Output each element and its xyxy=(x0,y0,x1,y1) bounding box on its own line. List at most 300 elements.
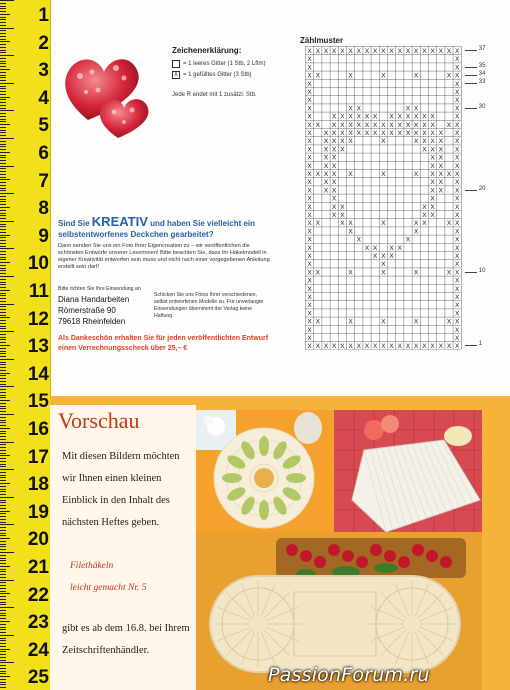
svg-text:X: X xyxy=(332,171,337,178)
promo-side-note: Schicken Sie uns Fotos Ihrer verschiedenen, selbst entworfenen Modelle zu. Für unverlangte Einsendungen übernimmt der Verlag keine Haftung. xyxy=(154,292,264,319)
svg-text:X: X xyxy=(422,113,427,121)
ruler-tick xyxy=(0,563,6,564)
ruler-tick xyxy=(0,425,6,426)
svg-text:X: X xyxy=(307,138,312,146)
ruler-tick xyxy=(0,221,14,222)
ruler-tick xyxy=(0,519,6,520)
svg-text:X: X xyxy=(430,113,435,121)
svg-text:X: X xyxy=(397,343,402,351)
svg-text:X: X xyxy=(364,343,370,351)
svg-text:X: X xyxy=(438,48,443,55)
svg-text:X: X xyxy=(446,318,452,326)
ruler-tick xyxy=(0,455,10,456)
ruler-tick xyxy=(0,188,6,189)
svg-text:X: X xyxy=(307,203,312,211)
ruler-tick xyxy=(0,273,6,274)
ruler-tick xyxy=(0,265,6,266)
svg-text:X: X xyxy=(446,269,452,277)
filled-mesh-symbol: X xyxy=(173,72,178,78)
ruler-tick xyxy=(0,132,6,133)
svg-text:X: X xyxy=(348,113,353,121)
ruler-number: 19 xyxy=(27,501,49,523)
svg-text:X: X xyxy=(455,105,460,113)
svg-text:X: X xyxy=(340,203,345,211)
ruler-tick xyxy=(0,331,14,332)
ruler-tick xyxy=(0,66,6,67)
svg-text:X: X xyxy=(455,220,460,228)
ruler-tick xyxy=(0,152,10,153)
svg-text:X: X xyxy=(455,179,460,187)
svg-text:X: X xyxy=(455,146,460,154)
svg-text:X: X xyxy=(373,244,378,252)
svg-text:X: X xyxy=(340,130,345,137)
ruler-tick xyxy=(0,524,14,525)
ruler-number: 4 xyxy=(38,87,49,109)
ruler-tick xyxy=(0,489,6,490)
svg-text:X: X xyxy=(307,130,312,137)
svg-text:X: X xyxy=(307,105,312,113)
svg-text:X: X xyxy=(414,343,419,351)
ruler-tick xyxy=(0,342,6,343)
ruler-tick xyxy=(0,91,6,92)
release-date-text: gibt es ab dem 16.8. bei Ihrem Zeitschriftenhändler. xyxy=(62,623,190,656)
preview-intro: Mit diesen Bildern möchten wir Ihnen einen kleinen Einblick in den Inhalt des nächsten Heftes geben. xyxy=(62,451,180,528)
svg-text:X: X xyxy=(455,89,460,96)
ruler-tick xyxy=(0,224,6,225)
legend-empty-label: = 1 leeres Gitter (1 Stb, 2 Lftm) xyxy=(183,61,266,67)
svg-text:X: X xyxy=(307,302,312,310)
ruler-tick xyxy=(0,549,6,550)
ruler-tick xyxy=(0,22,6,23)
ruler-tick xyxy=(0,102,6,103)
ruler-tick xyxy=(0,397,6,398)
ruler-tick xyxy=(0,651,6,652)
svg-text:X: X xyxy=(414,121,419,129)
ruler-tick xyxy=(0,389,6,390)
ruler-tick xyxy=(0,63,6,64)
svg-text:X: X xyxy=(455,302,460,310)
ruler-tick xyxy=(0,386,14,387)
svg-text:X: X xyxy=(340,113,345,121)
ruler-tick xyxy=(0,270,6,271)
ruler-tick xyxy=(0,39,6,40)
ruler-tick xyxy=(0,571,6,572)
ruler-tick xyxy=(0,287,6,288)
ruler-tick xyxy=(0,0,14,1)
svg-text:X: X xyxy=(307,212,312,219)
ruler-tick xyxy=(0,442,14,443)
svg-text:X: X xyxy=(332,48,337,55)
svg-text:X: X xyxy=(307,318,312,326)
svg-text:X: X xyxy=(332,187,337,195)
ruler-tick xyxy=(0,392,6,393)
ruler-tick xyxy=(0,353,6,354)
svg-text:X: X xyxy=(348,72,353,80)
ruler-tick xyxy=(0,138,14,139)
row-label: 30 xyxy=(478,103,486,110)
ruler-tick xyxy=(0,417,6,418)
ruler-tick xyxy=(0,530,6,531)
svg-text:X: X xyxy=(381,138,386,146)
svg-text:X: X xyxy=(332,212,337,219)
svg-text:X: X xyxy=(315,343,320,351)
ruler-tick xyxy=(0,306,6,307)
svg-text:X: X xyxy=(446,72,452,80)
svg-text:X: X xyxy=(405,236,411,244)
svg-text:X: X xyxy=(414,105,419,113)
svg-text:X: X xyxy=(414,138,419,146)
ruler-tick xyxy=(0,395,6,396)
svg-text:X: X xyxy=(438,154,443,162)
svg-text:X: X xyxy=(307,48,312,55)
svg-text:X: X xyxy=(340,343,345,351)
svg-text:X: X xyxy=(348,171,353,178)
svg-text:X: X xyxy=(356,130,361,137)
svg-text:X: X xyxy=(340,220,345,228)
ruler-tick xyxy=(0,317,10,318)
ruler-number: 15 xyxy=(27,391,49,413)
svg-text:X: X xyxy=(307,253,312,260)
ruler-tick xyxy=(0,127,6,128)
svg-text:X: X xyxy=(438,162,443,170)
svg-text:X: X xyxy=(348,138,353,146)
svg-text:X: X xyxy=(315,171,320,178)
ruler-tick xyxy=(0,593,10,594)
svg-text:X: X xyxy=(422,212,427,219)
svg-text:X: X xyxy=(332,343,337,351)
ruler-tick xyxy=(0,439,6,440)
svg-text:X: X xyxy=(307,236,312,244)
ruler-tick xyxy=(0,660,6,661)
svg-text:X: X xyxy=(381,130,386,137)
svg-text:X: X xyxy=(307,195,312,203)
row-label-tick xyxy=(465,75,477,76)
svg-text:X: X xyxy=(323,154,329,162)
ruler-tick xyxy=(0,480,6,481)
svg-text:X: X xyxy=(430,138,435,146)
ruler-tick xyxy=(0,41,10,42)
ruler-tick xyxy=(0,544,6,545)
svg-text:X: X xyxy=(381,121,386,129)
ruler-tick xyxy=(0,569,6,570)
ruler-tick xyxy=(0,248,14,249)
svg-text:X: X xyxy=(397,113,402,121)
svg-text:X: X xyxy=(430,179,435,187)
svg-text:X: X xyxy=(307,294,312,301)
ruler-tick xyxy=(0,99,6,100)
ruler-tick xyxy=(0,668,6,669)
svg-text:X: X xyxy=(446,48,452,55)
ruler-tick xyxy=(0,453,6,454)
ruler-tick xyxy=(0,433,6,434)
ruler-tick xyxy=(0,61,6,62)
svg-text:X: X xyxy=(307,146,312,154)
svg-text:X: X xyxy=(307,187,312,195)
ruler-number: 10 xyxy=(27,253,49,275)
svg-text:X: X xyxy=(389,343,394,351)
ruler-tick xyxy=(0,19,6,20)
svg-text:X: X xyxy=(405,105,411,113)
ruler-tick xyxy=(0,566,10,567)
ruler-tick xyxy=(0,77,6,78)
ruler-tick xyxy=(0,574,6,575)
svg-text:X: X xyxy=(455,121,460,129)
svg-text:X: X xyxy=(389,113,394,121)
svg-text:X: X xyxy=(397,48,402,55)
ruler-number: 8 xyxy=(38,198,49,220)
svg-text:X: X xyxy=(307,343,312,351)
promo-heading: Sind Sie KREATIV und haben Sie vielleicht ein selbstentworfenes Deckchen gearbeitet? xyxy=(58,214,256,239)
ruler-tick xyxy=(0,293,6,294)
ruler-tick xyxy=(0,36,6,37)
svg-text:X: X xyxy=(348,105,353,113)
svg-text:X: X xyxy=(307,97,312,105)
ruler-tick xyxy=(0,226,6,227)
svg-text:X: X xyxy=(397,130,402,137)
ruler-tick xyxy=(0,174,6,175)
ruler-tick xyxy=(0,632,6,633)
ruler-number: 16 xyxy=(27,419,49,440)
legend-note: Jede R endet mit 1 zusätzl. Stb. xyxy=(172,92,257,98)
ruler-tick xyxy=(0,511,10,512)
ruler-tick xyxy=(0,25,6,26)
svg-text:X: X xyxy=(430,212,435,219)
svg-text:X: X xyxy=(430,48,435,55)
svg-text:X: X xyxy=(307,261,312,269)
ruler-tick xyxy=(0,124,10,125)
ruler-tick xyxy=(0,72,6,73)
svg-text:X: X xyxy=(455,326,460,334)
ruler-tick xyxy=(0,486,6,487)
ruler-tick xyxy=(0,144,6,145)
round-doily-photo xyxy=(196,410,334,532)
svg-text:X: X xyxy=(307,89,312,96)
promo-block xyxy=(58,216,270,366)
svg-text:X: X xyxy=(381,261,386,269)
svg-text:X: X xyxy=(332,138,337,146)
svg-text:X: X xyxy=(389,121,394,129)
svg-text:X: X xyxy=(430,162,435,170)
ruler-tick xyxy=(0,591,6,592)
ruler-tick xyxy=(0,157,6,158)
svg-text:X: X xyxy=(332,203,337,211)
ruler-tick xyxy=(0,627,6,628)
svg-text:X: X xyxy=(455,195,460,203)
svg-text:X: X xyxy=(323,146,329,154)
svg-text:X: X xyxy=(414,130,419,137)
svg-text:X: X xyxy=(307,72,312,80)
svg-text:X: X xyxy=(315,121,320,129)
ruler-tick xyxy=(0,88,6,89)
ruler-tick xyxy=(0,110,14,111)
svg-text:X: X xyxy=(455,244,460,252)
svg-text:X: X xyxy=(315,220,320,228)
row-label: 10 xyxy=(478,267,486,274)
ruler-tick xyxy=(0,11,6,12)
svg-text:X: X xyxy=(430,171,435,178)
ruler-tick xyxy=(0,215,6,216)
svg-text:X: X xyxy=(455,261,460,269)
svg-text:X: X xyxy=(455,228,460,236)
ruler-tick xyxy=(0,657,6,658)
ruler-tick xyxy=(0,538,10,539)
ruler-tick xyxy=(0,52,6,53)
ruler-tick xyxy=(0,682,6,683)
svg-text:X: X xyxy=(307,162,312,170)
svg-text:X: X xyxy=(381,72,386,80)
svg-text:X: X xyxy=(430,121,435,129)
ruler-number: 2 xyxy=(38,32,49,54)
ruler-tick xyxy=(0,654,6,655)
svg-text:X: X xyxy=(455,187,460,195)
ruler-tick xyxy=(0,149,6,150)
svg-text:X: X xyxy=(332,162,337,170)
crochet-hearts-image xyxy=(58,42,158,142)
svg-text:X: X xyxy=(381,343,386,351)
svg-text:X: X xyxy=(323,187,329,195)
ruler-tick xyxy=(0,629,6,630)
ruler-tick xyxy=(0,334,6,335)
svg-text:X: X xyxy=(455,80,460,88)
svg-text:X: X xyxy=(455,162,460,170)
ruler-tick xyxy=(0,436,6,437)
svg-text:X: X xyxy=(323,179,329,187)
svg-text:X: X xyxy=(414,72,419,80)
svg-text:X: X xyxy=(332,146,337,154)
ruler-tick xyxy=(0,450,6,451)
ruler-tick xyxy=(0,259,6,260)
ruler-tick xyxy=(0,201,6,202)
ruler-tick xyxy=(0,621,10,622)
ruler-tick xyxy=(0,494,6,495)
svg-text:X: X xyxy=(430,343,435,351)
ruler-tick xyxy=(0,420,6,421)
ruler-tick xyxy=(0,671,6,672)
ruler-tick xyxy=(0,466,6,467)
ruler-tick xyxy=(0,662,14,663)
svg-text:X: X xyxy=(397,121,402,129)
ruler-tick xyxy=(0,50,6,51)
ruler-number: 12 xyxy=(27,308,49,330)
ruler-tick xyxy=(0,290,10,291)
svg-text:X: X xyxy=(455,130,460,137)
ruler-tick xyxy=(0,113,6,114)
ruler-tick xyxy=(0,414,14,415)
ruler-tick xyxy=(0,428,10,429)
svg-text:X: X xyxy=(340,121,345,129)
row-label: 37 xyxy=(478,46,486,53)
ruler-tick xyxy=(0,535,6,536)
ruler-tick xyxy=(0,475,6,476)
svg-text:X: X xyxy=(405,48,411,55)
svg-text:X: X xyxy=(332,154,337,162)
ruler-tick xyxy=(0,403,6,404)
svg-text:X: X xyxy=(381,269,386,277)
svg-text:X: X xyxy=(356,105,361,113)
row-label: 34 xyxy=(478,70,486,77)
ruler-number: 1 xyxy=(38,5,49,26)
svg-text:X: X xyxy=(405,113,411,121)
svg-text:X: X xyxy=(307,113,312,121)
svg-text:X: X xyxy=(414,48,419,55)
ruler-number: 20 xyxy=(27,529,49,551)
svg-text:X: X xyxy=(414,269,419,277)
ruler-tick xyxy=(0,163,6,164)
ruler-tick xyxy=(0,411,6,412)
promo-body: Dann senden Sie uns ein Foto Ihrer Eigencreation zu – wir veröffentlichen die schönsten Entwürfe unserer Leserinnen! Bitte beachten Sie, dass Ihr Häkelmodell in eigener Kreativität entworfen sein muss und nicht nach einer vorgegebenen Anleitung erstellt sein darf! xyxy=(58,243,270,270)
ruler-tick xyxy=(0,375,6,376)
svg-text:X: X xyxy=(455,138,460,146)
ruler-tick xyxy=(0,362,6,363)
ruler-tick xyxy=(0,326,6,327)
ruler-tick xyxy=(0,182,6,183)
svg-text:X: X xyxy=(332,121,337,129)
svg-text:X: X xyxy=(340,146,345,154)
legend-filled-label: = 1 gefülltes Gitter (3 Stb) xyxy=(183,72,252,78)
svg-text:X: X xyxy=(373,343,378,351)
svg-text:X: X xyxy=(455,335,460,342)
ruler-tick xyxy=(0,665,6,666)
svg-text:X: X xyxy=(307,121,312,129)
ruler-tick xyxy=(0,582,6,583)
svg-text:X: X xyxy=(381,48,386,55)
measuring-ruler xyxy=(0,0,51,690)
ruler-tick xyxy=(0,431,6,432)
ruler-tick xyxy=(0,624,6,625)
svg-text:X: X xyxy=(422,146,427,154)
svg-text:X: X xyxy=(364,130,370,137)
postal-address: Diana Handarbeiten Römerstraße 90 79618 Rheinfelden xyxy=(58,295,130,326)
ruler-number: 3 xyxy=(38,60,49,82)
ruler-tick xyxy=(0,585,6,586)
ruler-tick xyxy=(0,328,6,329)
ruler-tick xyxy=(0,400,10,401)
svg-text:X: X xyxy=(455,171,460,178)
ruler-number: 11 xyxy=(28,281,49,302)
promo-thanks: Als Dankeschön erhalten Sie für jeden veröffentlichten Entwurf einen Verrechnungsscheck über 25,– € xyxy=(58,335,269,352)
ruler-tick xyxy=(0,596,6,597)
ruler-tick xyxy=(0,207,10,208)
ruler-tick xyxy=(0,320,6,321)
crochet-chart-grid xyxy=(305,46,462,350)
svg-text:X: X xyxy=(455,285,460,293)
ruler-tick xyxy=(0,356,6,357)
svg-text:X: X xyxy=(348,269,353,277)
ruler-tick xyxy=(0,135,6,136)
ruler-number: 5 xyxy=(38,115,49,137)
legend-filled-row xyxy=(172,71,252,79)
svg-text:X: X xyxy=(332,130,337,137)
ruler-number: 21 xyxy=(27,557,49,578)
ruler-tick xyxy=(0,28,14,29)
ruler-tick xyxy=(0,613,6,614)
svg-text:X: X xyxy=(430,187,435,195)
ruler-number: 14 xyxy=(27,363,49,385)
row-label-tick xyxy=(465,83,477,84)
svg-text:X: X xyxy=(364,244,370,252)
svg-text:X: X xyxy=(381,253,386,260)
ruler-tick xyxy=(0,171,6,172)
ruler-tick xyxy=(0,444,6,445)
ruler-tick xyxy=(0,251,6,252)
ruler-tick xyxy=(0,80,6,81)
svg-text:X: X xyxy=(414,220,419,228)
svg-text:X: X xyxy=(455,253,460,260)
ruler-tick xyxy=(0,3,6,4)
ruler-tick xyxy=(0,232,6,233)
ruler-tick xyxy=(0,55,14,56)
svg-text:X: X xyxy=(323,162,329,170)
